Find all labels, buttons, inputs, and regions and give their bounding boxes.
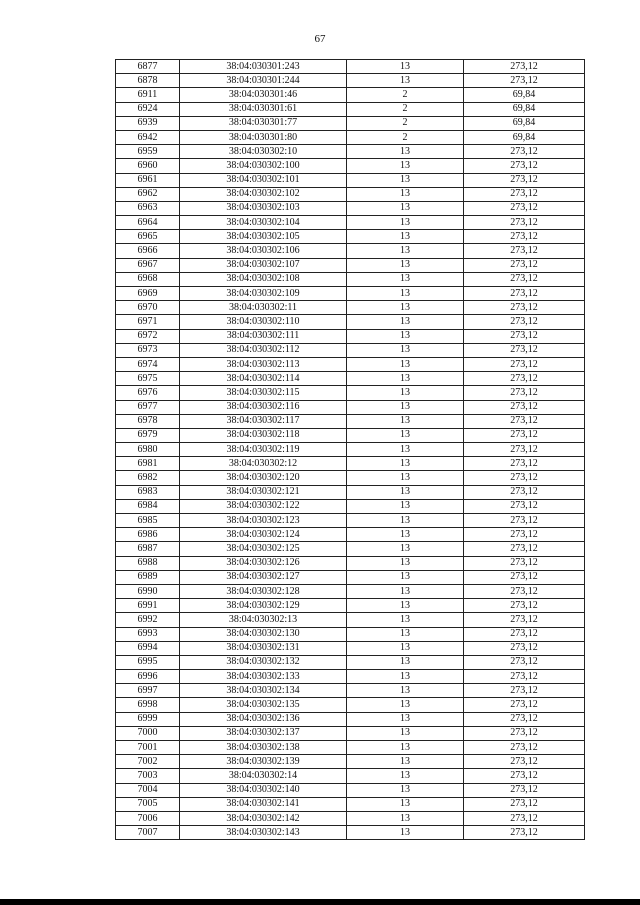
cadastral-number-cell: 38:04:030301:80 xyxy=(180,130,347,144)
area-cell: 273,12 xyxy=(464,769,585,783)
area-cell: 273,12 xyxy=(464,670,585,684)
table-row xyxy=(116,372,585,386)
row-number-cell: 6989 xyxy=(116,570,180,584)
cadastral-number-cell: 38:04:030302:134 xyxy=(180,684,347,698)
share-cell: 13 xyxy=(347,187,464,201)
table-row xyxy=(116,145,585,159)
share-cell: 13 xyxy=(347,655,464,669)
cadastral-number-cell: 38:04:030302:130 xyxy=(180,627,347,641)
cadastral-number-cell: 38:04:030302:14 xyxy=(180,769,347,783)
row-number-cell: 6962 xyxy=(116,187,180,201)
row-number-cell: 6977 xyxy=(116,400,180,414)
cadastral-number-cell: 38:04:030302:121 xyxy=(180,485,347,499)
table-row xyxy=(116,797,585,811)
cadastral-number-cell: 38:04:030302:114 xyxy=(180,372,347,386)
table-row xyxy=(116,528,585,542)
table-row xyxy=(116,499,585,513)
table-row xyxy=(116,287,585,301)
share-cell: 13 xyxy=(347,457,464,471)
row-number-cell: 7007 xyxy=(116,826,180,840)
area-cell: 69,84 xyxy=(464,130,585,144)
cadastral-number-cell: 38:04:030302:141 xyxy=(180,797,347,811)
row-number-cell: 6939 xyxy=(116,116,180,130)
area-cell: 273,12 xyxy=(464,641,585,655)
table-row xyxy=(116,755,585,769)
cadastral-number-cell: 38:04:030302:107 xyxy=(180,258,347,272)
row-number-cell: 6963 xyxy=(116,201,180,215)
cadastral-number-cell: 38:04:030301:61 xyxy=(180,102,347,116)
table-row xyxy=(116,811,585,825)
area-cell: 273,12 xyxy=(464,556,585,570)
share-cell: 13 xyxy=(347,357,464,371)
area-cell: 273,12 xyxy=(464,343,585,357)
row-number-cell: 6988 xyxy=(116,556,180,570)
row-number-cell: 6969 xyxy=(116,287,180,301)
table-row xyxy=(116,584,585,598)
cadastral-number-cell: 38:04:030302:139 xyxy=(180,755,347,769)
table-row xyxy=(116,599,585,613)
table-row xyxy=(116,514,585,528)
share-cell: 13 xyxy=(347,641,464,655)
area-cell: 273,12 xyxy=(464,783,585,797)
row-number-cell: 6985 xyxy=(116,514,180,528)
row-number-cell: 6984 xyxy=(116,499,180,513)
table-row xyxy=(116,542,585,556)
table-row xyxy=(116,201,585,215)
cadastral-number-cell: 38:04:030302:112 xyxy=(180,343,347,357)
area-cell: 273,12 xyxy=(464,244,585,258)
cadastral-number-cell: 38:04:030302:138 xyxy=(180,741,347,755)
cadastral-number-cell: 38:04:030302:119 xyxy=(180,443,347,457)
row-number-cell: 6994 xyxy=(116,641,180,655)
cadastral-number-cell: 38:04:030302:103 xyxy=(180,201,347,215)
cadastral-number-cell: 38:04:030302:101 xyxy=(180,173,347,187)
table-row xyxy=(116,102,585,116)
cadastral-number-cell: 38:04:030302:143 xyxy=(180,826,347,840)
cadastral-number-cell: 38:04:030302:124 xyxy=(180,528,347,542)
table-row xyxy=(116,315,585,329)
area-cell: 273,12 xyxy=(464,230,585,244)
cadastral-number-cell: 38:04:030302:123 xyxy=(180,514,347,528)
table-row xyxy=(116,244,585,258)
cadastral-number-cell: 38:04:030302:126 xyxy=(180,556,347,570)
share-cell: 13 xyxy=(347,201,464,215)
row-number-cell: 6997 xyxy=(116,684,180,698)
share-cell: 13 xyxy=(347,287,464,301)
data-table xyxy=(115,59,585,840)
row-number-cell: 6996 xyxy=(116,670,180,684)
share-cell: 13 xyxy=(347,372,464,386)
share-cell: 2 xyxy=(347,116,464,130)
share-cell: 2 xyxy=(347,88,464,102)
row-number-cell: 6978 xyxy=(116,414,180,428)
area-cell: 273,12 xyxy=(464,74,585,88)
table-row xyxy=(116,74,585,88)
data-table-container xyxy=(115,59,584,840)
share-cell: 13 xyxy=(347,414,464,428)
table-row xyxy=(116,60,585,74)
share-cell: 13 xyxy=(347,670,464,684)
share-cell: 13 xyxy=(347,329,464,343)
table-row xyxy=(116,613,585,627)
cadastral-number-cell: 38:04:030301:243 xyxy=(180,60,347,74)
table-row xyxy=(116,485,585,499)
table-row xyxy=(116,457,585,471)
area-cell: 273,12 xyxy=(464,400,585,414)
table-row xyxy=(116,726,585,740)
table-row xyxy=(116,783,585,797)
cadastral-number-cell: 38:04:030302:104 xyxy=(180,216,347,230)
table-row xyxy=(116,88,585,102)
row-number-cell: 6967 xyxy=(116,258,180,272)
cadastral-number-cell: 38:04:030302:137 xyxy=(180,726,347,740)
table-row xyxy=(116,386,585,400)
row-number-cell: 6974 xyxy=(116,357,180,371)
row-number-cell: 6995 xyxy=(116,655,180,669)
table-row xyxy=(116,712,585,726)
area-cell: 273,12 xyxy=(464,826,585,840)
area-cell: 273,12 xyxy=(464,315,585,329)
area-cell: 273,12 xyxy=(464,272,585,286)
cadastral-number-cell: 38:04:030302:118 xyxy=(180,428,347,442)
area-cell: 273,12 xyxy=(464,187,585,201)
share-cell: 13 xyxy=(347,315,464,329)
table-row xyxy=(116,769,585,783)
row-number-cell: 6979 xyxy=(116,428,180,442)
share-cell: 13 xyxy=(347,272,464,286)
row-number-cell: 7001 xyxy=(116,741,180,755)
area-cell: 273,12 xyxy=(464,287,585,301)
area-cell: 273,12 xyxy=(464,627,585,641)
row-number-cell: 6973 xyxy=(116,343,180,357)
row-number-cell: 7006 xyxy=(116,811,180,825)
row-number-cell: 6942 xyxy=(116,130,180,144)
share-cell: 13 xyxy=(347,599,464,613)
area-cell: 273,12 xyxy=(464,428,585,442)
area-cell: 273,12 xyxy=(464,811,585,825)
share-cell: 13 xyxy=(347,400,464,414)
table-row xyxy=(116,159,585,173)
area-cell: 273,12 xyxy=(464,797,585,811)
share-cell: 13 xyxy=(347,471,464,485)
table-row xyxy=(116,272,585,286)
table-row xyxy=(116,343,585,357)
row-number-cell: 6976 xyxy=(116,386,180,400)
table-body xyxy=(116,60,585,840)
share-cell: 13 xyxy=(347,698,464,712)
share-cell: 13 xyxy=(347,159,464,173)
cadastral-number-cell: 38:04:030301:77 xyxy=(180,116,347,130)
share-cell: 13 xyxy=(347,499,464,513)
area-cell: 273,12 xyxy=(464,741,585,755)
table-row xyxy=(116,173,585,187)
share-cell: 13 xyxy=(347,797,464,811)
row-number-cell: 6966 xyxy=(116,244,180,258)
cadastral-number-cell: 38:04:030302:108 xyxy=(180,272,347,286)
table-row xyxy=(116,130,585,144)
share-cell: 13 xyxy=(347,584,464,598)
cadastral-number-cell: 38:04:030302:13 xyxy=(180,613,347,627)
table-row xyxy=(116,556,585,570)
cadastral-number-cell: 38:04:030302:129 xyxy=(180,599,347,613)
share-cell: 2 xyxy=(347,130,464,144)
row-number-cell: 7000 xyxy=(116,726,180,740)
cadastral-number-cell: 38:04:030302:105 xyxy=(180,230,347,244)
area-cell: 273,12 xyxy=(464,655,585,669)
area-cell: 273,12 xyxy=(464,145,585,159)
share-cell: 13 xyxy=(347,173,464,187)
row-number-cell: 6991 xyxy=(116,599,180,613)
area-cell: 273,12 xyxy=(464,258,585,272)
share-cell: 13 xyxy=(347,528,464,542)
area-cell: 273,12 xyxy=(464,471,585,485)
table-row xyxy=(116,684,585,698)
table-row xyxy=(116,400,585,414)
scan-bottom-edge xyxy=(0,899,640,905)
cadastral-number-cell: 38:04:030302:115 xyxy=(180,386,347,400)
share-cell: 13 xyxy=(347,301,464,315)
area-cell: 69,84 xyxy=(464,116,585,130)
area-cell: 273,12 xyxy=(464,414,585,428)
row-number-cell: 6998 xyxy=(116,698,180,712)
share-cell: 13 xyxy=(347,684,464,698)
share-cell: 13 xyxy=(347,570,464,584)
cadastral-number-cell: 38:04:030302:133 xyxy=(180,670,347,684)
cadastral-number-cell: 38:04:030301:46 xyxy=(180,88,347,102)
row-number-cell: 6878 xyxy=(116,74,180,88)
area-cell: 273,12 xyxy=(464,357,585,371)
area-cell: 273,12 xyxy=(464,372,585,386)
cadastral-number-cell: 38:04:030302:12 xyxy=(180,457,347,471)
table-row xyxy=(116,655,585,669)
cadastral-number-cell: 38:04:030302:106 xyxy=(180,244,347,258)
area-cell: 273,12 xyxy=(464,457,585,471)
cadastral-number-cell: 38:04:030302:113 xyxy=(180,357,347,371)
share-cell: 13 xyxy=(347,741,464,755)
cadastral-number-cell: 38:04:030302:109 xyxy=(180,287,347,301)
row-number-cell: 6911 xyxy=(116,88,180,102)
cadastral-number-cell: 38:04:030302:116 xyxy=(180,400,347,414)
table-row xyxy=(116,826,585,840)
cadastral-number-cell: 38:04:030302:10 xyxy=(180,145,347,159)
cadastral-number-cell: 38:04:030302:100 xyxy=(180,159,347,173)
cadastral-number-cell: 38:04:030302:132 xyxy=(180,655,347,669)
cadastral-number-cell: 38:04:030302:136 xyxy=(180,712,347,726)
row-number-cell: 6975 xyxy=(116,372,180,386)
table-row xyxy=(116,301,585,315)
row-number-cell: 7005 xyxy=(116,797,180,811)
table-row xyxy=(116,230,585,244)
cadastral-number-cell: 38:04:030302:125 xyxy=(180,542,347,556)
area-cell: 273,12 xyxy=(464,514,585,528)
share-cell: 13 xyxy=(347,811,464,825)
area-cell: 273,12 xyxy=(464,443,585,457)
row-number-cell: 6992 xyxy=(116,613,180,627)
share-cell: 13 xyxy=(347,230,464,244)
share-cell: 13 xyxy=(347,556,464,570)
cadastral-number-cell: 38:04:030302:131 xyxy=(180,641,347,655)
row-number-cell: 6972 xyxy=(116,329,180,343)
table-row xyxy=(116,216,585,230)
row-number-cell: 6959 xyxy=(116,145,180,159)
area-cell: 273,12 xyxy=(464,684,585,698)
share-cell: 13 xyxy=(347,826,464,840)
table-row xyxy=(116,414,585,428)
table-row xyxy=(116,471,585,485)
table-row xyxy=(116,741,585,755)
table-row xyxy=(116,698,585,712)
share-cell: 13 xyxy=(347,726,464,740)
row-number-cell: 6981 xyxy=(116,457,180,471)
cadastral-number-cell: 38:04:030302:11 xyxy=(180,301,347,315)
area-cell: 69,84 xyxy=(464,102,585,116)
cadastral-number-cell: 38:04:030302:110 xyxy=(180,315,347,329)
area-cell: 273,12 xyxy=(464,159,585,173)
area-cell: 273,12 xyxy=(464,329,585,343)
area-cell: 273,12 xyxy=(464,584,585,598)
cadastral-number-cell: 38:04:030302:117 xyxy=(180,414,347,428)
share-cell: 13 xyxy=(347,428,464,442)
cadastral-number-cell: 38:04:030302:102 xyxy=(180,187,347,201)
table-row xyxy=(116,641,585,655)
row-number-cell: 6877 xyxy=(116,60,180,74)
row-number-cell: 6990 xyxy=(116,584,180,598)
table-row xyxy=(116,258,585,272)
table-row xyxy=(116,357,585,371)
row-number-cell: 7004 xyxy=(116,783,180,797)
area-cell: 273,12 xyxy=(464,613,585,627)
table-row xyxy=(116,670,585,684)
row-number-cell: 6983 xyxy=(116,485,180,499)
row-number-cell: 6980 xyxy=(116,443,180,457)
share-cell: 13 xyxy=(347,145,464,159)
area-cell: 273,12 xyxy=(464,201,585,215)
share-cell: 13 xyxy=(347,783,464,797)
share-cell: 13 xyxy=(347,485,464,499)
area-cell: 273,12 xyxy=(464,485,585,499)
row-number-cell: 6971 xyxy=(116,315,180,329)
row-number-cell: 6968 xyxy=(116,272,180,286)
cadastral-number-cell: 38:04:030302:140 xyxy=(180,783,347,797)
cadastral-number-cell: 38:04:030302:142 xyxy=(180,811,347,825)
share-cell: 13 xyxy=(347,343,464,357)
row-number-cell: 7003 xyxy=(116,769,180,783)
share-cell: 13 xyxy=(347,712,464,726)
area-cell: 273,12 xyxy=(464,570,585,584)
area-cell: 69,84 xyxy=(464,88,585,102)
share-cell: 13 xyxy=(347,386,464,400)
row-number-cell: 6965 xyxy=(116,230,180,244)
share-cell: 13 xyxy=(347,74,464,88)
row-number-cell: 6970 xyxy=(116,301,180,315)
share-cell: 13 xyxy=(347,216,464,230)
cadastral-number-cell: 38:04:030302:127 xyxy=(180,570,347,584)
area-cell: 273,12 xyxy=(464,216,585,230)
page-number: 67 xyxy=(314,33,326,45)
share-cell: 13 xyxy=(347,443,464,457)
share-cell: 13 xyxy=(347,244,464,258)
share-cell: 13 xyxy=(347,769,464,783)
row-number-cell: 6964 xyxy=(116,216,180,230)
row-number-cell: 6961 xyxy=(116,173,180,187)
share-cell: 13 xyxy=(347,60,464,74)
row-number-cell: 6999 xyxy=(116,712,180,726)
area-cell: 273,12 xyxy=(464,698,585,712)
area-cell: 273,12 xyxy=(464,386,585,400)
table-row xyxy=(116,627,585,641)
area-cell: 273,12 xyxy=(464,599,585,613)
row-number-cell: 6987 xyxy=(116,542,180,556)
table-row xyxy=(116,570,585,584)
table-row xyxy=(116,443,585,457)
share-cell: 13 xyxy=(347,755,464,769)
area-cell: 273,12 xyxy=(464,726,585,740)
area-cell: 273,12 xyxy=(464,528,585,542)
share-cell: 13 xyxy=(347,258,464,272)
cadastral-number-cell: 38:04:030302:135 xyxy=(180,698,347,712)
share-cell: 13 xyxy=(347,613,464,627)
row-number-cell: 6986 xyxy=(116,528,180,542)
cadastral-number-cell: 38:04:030302:128 xyxy=(180,584,347,598)
row-number-cell: 6993 xyxy=(116,627,180,641)
area-cell: 273,12 xyxy=(464,712,585,726)
area-cell: 273,12 xyxy=(464,542,585,556)
share-cell: 2 xyxy=(347,102,464,116)
share-cell: 13 xyxy=(347,627,464,641)
table-row xyxy=(116,187,585,201)
row-number-cell: 7002 xyxy=(116,755,180,769)
cadastral-number-cell: 38:04:030301:244 xyxy=(180,74,347,88)
table-row xyxy=(116,116,585,130)
table-row xyxy=(116,329,585,343)
cadastral-number-cell: 38:04:030302:122 xyxy=(180,499,347,513)
share-cell: 13 xyxy=(347,514,464,528)
row-number-cell: 6982 xyxy=(116,471,180,485)
row-number-cell: 6960 xyxy=(116,159,180,173)
cadastral-number-cell: 38:04:030302:120 xyxy=(180,471,347,485)
row-number-cell: 6924 xyxy=(116,102,180,116)
area-cell: 273,12 xyxy=(464,755,585,769)
table-row xyxy=(116,428,585,442)
area-cell: 273,12 xyxy=(464,499,585,513)
cadastral-number-cell: 38:04:030302:111 xyxy=(180,329,347,343)
area-cell: 273,12 xyxy=(464,60,585,74)
share-cell: 13 xyxy=(347,542,464,556)
area-cell: 273,12 xyxy=(464,301,585,315)
area-cell: 273,12 xyxy=(464,173,585,187)
